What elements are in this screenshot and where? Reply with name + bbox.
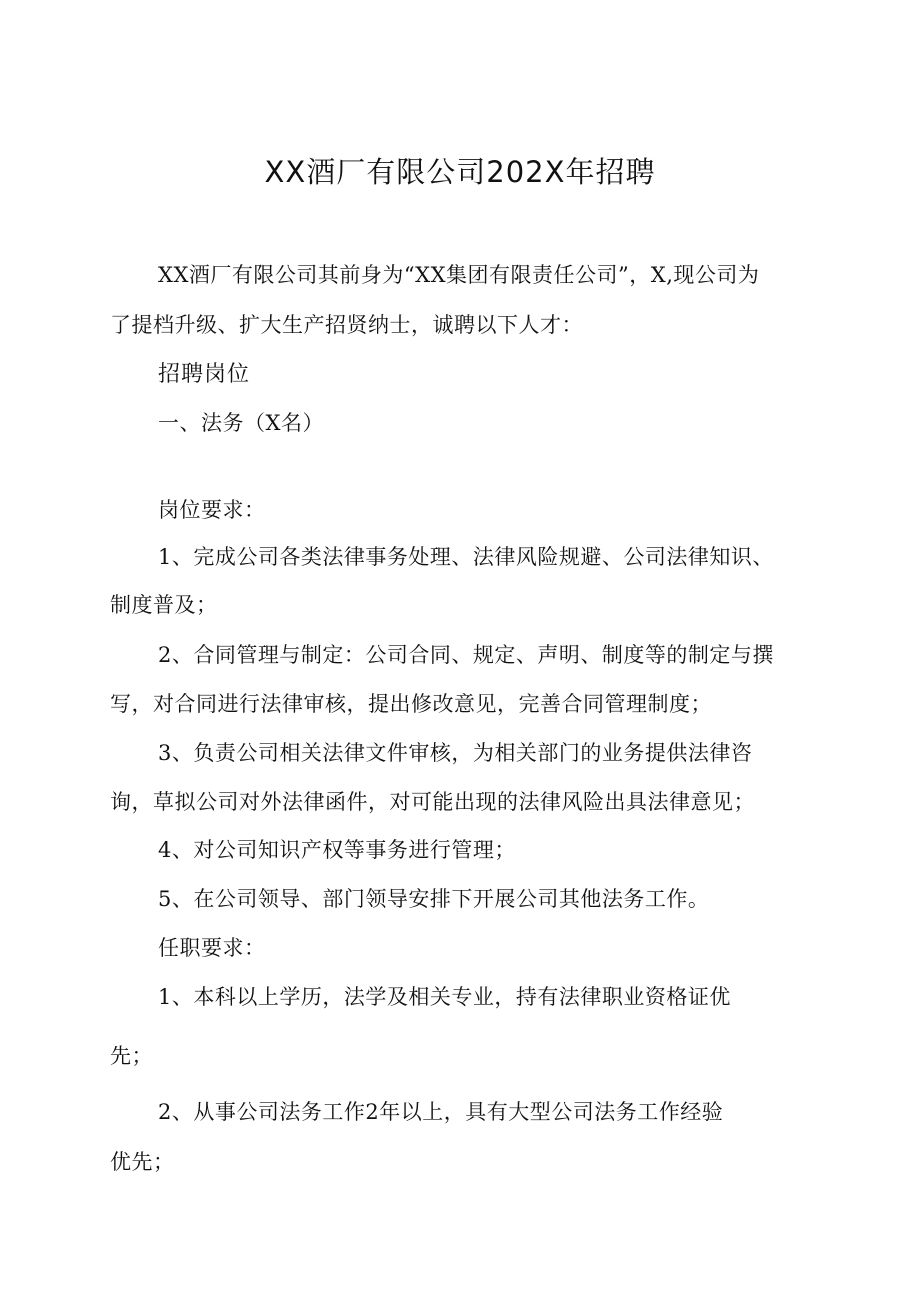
intro-line-1: XX酒厂有限公司其前身为“XX集团有限责任公司”，X,现公司为: [158, 263, 760, 287]
intro-line-2: 了提档升级、扩大生产招贤纳士，诚聘以下人才：: [110, 313, 583, 337]
qualifications-heading: 任职要求：: [158, 936, 266, 960]
qualification-line: 先；: [110, 1044, 153, 1068]
qualification-line: 优先；: [110, 1150, 175, 1174]
position-title: 一、法务（X名）: [158, 411, 324, 435]
job-requirement-line: 4、对公司知识产权等事务进行管理；: [158, 838, 516, 862]
job-requirement-line: 1、完成公司各类法律事务处理、法律风险规避、公司法律知识、: [158, 545, 774, 569]
document-title: XX酒厂有限公司202X年招聘: [264, 155, 656, 189]
job-requirement-line: 写，对合同进行法律审核，提出修改意见，完善合同管理制度；: [110, 692, 712, 716]
qualification-line: 1、本科以上学历，法学及相关专业，持有法律职业资格证优: [158, 985, 731, 1009]
section-heading: 招聘岗位: [158, 362, 251, 387]
job-requirement-line: 询，草拟公司对外法律函件，对可能出现的法律风险出具法律意见；: [110, 790, 755, 814]
job-requirement-line: 制度普及；: [110, 593, 218, 617]
job-requirement-line: 5、在公司领导、部门领导安排下开展公司其他法务工作。: [158, 887, 710, 911]
job-requirement-line: 2、合同管理与制定：公司合同、规定、声明、制度等的制定与撰: [158, 643, 774, 667]
job-requirement-line: 3、负责公司相关法律文件审核，为相关部门的业务提供法律咨: [158, 741, 753, 765]
qualification-line: 2、从事公司法务工作2年以上，具有大型公司法务工作经验: [158, 1100, 724, 1124]
job-requirements-heading: 岗位要求：: [158, 498, 266, 522]
